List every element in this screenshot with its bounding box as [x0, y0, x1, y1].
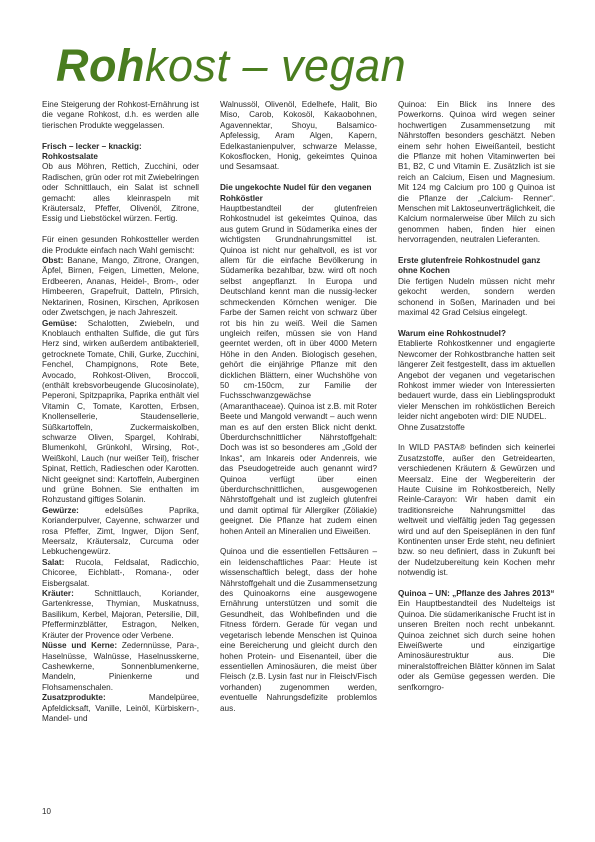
paragraph-pflanze-des-jahres: Ein Hauptbestandteil des Nudelteigs ist Quinoa. Die südamerikanische Frucht ist in unseren Breiten noch recht unbekannt. Quinoa zeichnet sich durch seine hohen Eiweißwerte und einzigartige Aminosäurestruktur aus. Die mineralstoffreichen Blätter können im Salat oder als Gemüse gegessen werden. Die senfkorngro- — [398, 599, 555, 692]
heading-ungekochte-nudel: Die ungekochte Nudel für den veganen Rohköstler — [220, 183, 372, 203]
paragraph-erste-glutenfreie: Die fertigen Nudeln müssen nicht mehr gekocht werden, sondern werden schonend in Soßen, Marinaden und bei maximal 42 Grad Celsius eingelegt. — [398, 276, 555, 318]
heading-erste-glutenfreie: Erste glutenfreie Rohkostnudel ganz ohne Kochen — [398, 256, 541, 276]
column-left — [42, 100, 199, 724]
label-zusatz: Zusatzprodukte: — [42, 693, 106, 703]
title-bold-part: Roh — [56, 40, 145, 91]
paragraph-wild-pasta: In WILD PASTA® befinden sich keinerlei Zusatzstoffe, außer den Getreidearten, verschiedenen Kräutern & Gewürzen und Meersalz. Eine der Wegbereiterin der Haute Cuisine im Rohkostbereich, Nelly Reinle-Carayon: Wir haben damit ein traditionsreiche Nahrungsmittel das weltweit und vielfältig jeden Tag gegessen wird und auf den Speiseplänen in den fünf Kontinenten unser Erde steht, neu definiert bzw. so neu definiert, dass in Zukunft bei der Nudelzubereitung kein Kochen mehr notwendig ist. — [398, 443, 555, 578]
paragraph-zusatz-continued: Walnussöl, Olivenöl, Edelhefe, Halit, Bio Miso, Carob, Kokosöl, Kakaobohnen, Agavennektar, Shoyu, Balsamico- Apfelessig, Aram Algen, Kapern, Edelkastanienpulver, schwarze Melasse, Kokosflocken, Honig, gekeimtes Quinoa und Sesamsaat. — [220, 100, 377, 172]
list-item-obst — [42, 256, 199, 318]
text-zusatz: Mandelpüree, Apfeldicksaft, Vanille, Leinöl, Kürbiskern-, Mandel- und — [42, 693, 199, 723]
text-nuesse: Zedernnüsse, Para-, Haselnüsse, Walnüsse, Haselnusskerne, Cashewkerne, Sonnenblumenkerne, Mandeln, Pinienkerne und Flohsamenschalen. — [42, 641, 199, 692]
paragraph-ungekochte-nudel: Hauptbestandteil der glutenfreien Rohkostnudel ist gekeimtes Quinoa, das aus gutem Grund in Südamerika eines der wichtigsten Grundnahrungsmittel ist. Quinoa ist nicht nur gehaltvoll, es ist vor allem für die einfache Bevölkerung in Südamerika bezahlbar, bzw. wird oft noch selbst angepflanzt. In Europa und Deutschland kennt man die nussig-lecker schmeckenden Körnchen weniger. Die Farbe der Samen reicht von schwarz über rot bis hin zu weiß. Weil die Samen ungleich reifen, müssen sie von Hand geerntet werden, oft in über 4000 Metern Höhe in den Anden. Biologisch gesehen, gehört die einjährige Pflanze mit den dicklichen Blättern, einer Wuchshöhe von 50 cm-150cm, zur Familie der Fuchsschwanzgewächse (Amaranthaceae). Quinoa ist z.B. mit Roter Beete und Mangold verwandt – auch wenn man es auf den ersten Blick nicht denkt. Überdurchschnittlicher Nährstoffgehalt: Doch was ist so besonderes am „Gold der Inkas“, am Inkareis oder Andenreis, wie das Pseudogetreide auch genannt wird? Quinoa verfügt über einen überdurchschnittlichen, ausgewogenen Nährstoffgehalt und ist zugleich glutenfrei und damit optimal für Allergiker (Zöliakie) geeignet. Die Pflanze hat zudem einen hohen Anteil an Mineralien und Eiweißen. — [220, 204, 377, 536]
label-gemuese: Gemüse: — [42, 318, 78, 328]
intro-paragraph: Eine Steigerung der Rohkost-Ernährung ist die vegane Rohkost, d.h. es werden alle tierischen Produkte weggelassen. — [42, 100, 199, 130]
paragraph-ohne-zusatzstoffe: Ohne Zusatzstoffe — [398, 422, 465, 432]
list-item-gewuerze — [42, 506, 199, 558]
column-right — [398, 100, 555, 703]
label-gewuerze: Gewürze: — [42, 505, 79, 515]
page-number: 10 — [42, 807, 51, 816]
list-item-salat — [42, 558, 199, 589]
label-obst: Obst: — [42, 256, 64, 266]
heading-pflanze-des-jahres: Quinoa – UN: „Pflanze des Jahres 2013“ — [398, 589, 555, 599]
paragraph-produkte: Für einen gesunden Rohkostteller werden die Produkte einfach nach Wahl gemischt: — [42, 235, 199, 255]
paragraph-warum-rohkostnudel: Etablierte Rohkostkenner und engagierte Newcomer der Rohkostbranche hatten seit längerer Zeit festgestellt, dass im aktuellen Angebot der veganen und vegetarischen Rohkost immer wieder von Interessierten bedauert wurde, dass ein Lieblingsprodukt vieler Menschen im rohköstlichen Bereich leider nicht angeboten wird: DIE NUDEL. — [398, 339, 555, 422]
list-item-zusatz — [42, 693, 199, 724]
list-item-kraeuter — [42, 589, 199, 641]
text-gemuese: Schalotten, Zwiebeln, und Knoblauch enthalten Sulfide, die gut fürs Herz sind, wirken außerdem antibakteriell, getrocknete Tomate, Chili, Gurke, Zucchini, Fenchel, Champignons, Rote Bete, Avocado, Rohkost-Oliven, Broccoli, (enthält krebsvorbeugende Glucosinolate), Peperoni, Spitzpaprika, Paprika enthält viel Vitamin C, Tomate, Karotten, Erbsen, Knollensellerie, Staudensellerie, Süßkartoffeln, Zuckermaiskolben, schwarze Oliven, Spargel, Kohlrabi, Blumenkohl, Grünkohl, Wirsing, Rot-, Weißkohl, Lauch (nur weißer Teil), frischer Spinat, Rettich, Radieschen oder Karotten. Nicht geeignet sind: Kartoffeln, Auberginen und grüne Bohnen. Sie enthalten im Rohzustand giftiges Solanin. — [42, 318, 199, 505]
heading-rohkostsalate: Frisch – lecker – knackig: Rohkostsalate — [42, 141, 142, 162]
title-rest-part: kost – vegan — [144, 40, 407, 91]
heading-warum-rohkostnudel: Warum eine Rohkostnudel? — [398, 328, 506, 338]
list-item-gemuese — [42, 319, 199, 506]
text-salat: Rucola, Feldsalat, Radicchio, Chicoree, Eichblatt-, Romana-, oder Eisbergsalat. — [42, 557, 199, 588]
column-middle — [220, 100, 377, 724]
label-kraeuter: Kräuter: — [42, 589, 74, 599]
page-title — [56, 40, 406, 92]
paragraph-rohkostsalate: Ob aus Möhren, Rettich, Zucchini, oder Radischen, grün oder rot mit Zwiebelringen oder Schnittlauch, ein Salat ist schnell gemacht: alles kleinraspeln mit Kräutersalz, Pfeffer, Olivenöl, Zitrone, Essig und Liebstöckel würzen. Fertig. — [42, 162, 199, 224]
text-gewuerze: edelsüßes Paprika, Korianderpulver, Cayenne, schwarzer und rosa Pfeffer, Zimt, Ingwer, Dijon Senf, Meersalz, Kräutersalz, Curcuma oder Lebkuchengewürz. — [42, 505, 199, 557]
text-obst: Banane, Mango, Zitrone, Orangen, Äpfel, Birnen, Feigen, Limetten, Melone, Erdbeeren, Ananas, Heidel-, Brom-, oder Himbeeren, Grapefruit, Datteln, Pfirsich, Nektarinen, Rosinen, Kirschen, Aprikosen oder Zwetschgen, je nach Jahreszeit. — [42, 256, 199, 318]
paragraph-powerkorn: Quinoa: Ein Blick ins Innere des Powerkorns. Quinoa wird wegen seiner hochwertigen Zusammensetzung mit Nährstoffen besonders geschätzt. Neben einem sehr hohen Eiweißanteil, besticht die Pflanze mit hohen Vitaminwerten bei B1, B2, C und Vitamin E. Zusätzlich ist sie reich an Calcium, Eisen und Magnesium. Mit 124 mg Calcium pro 100 g Quinoa ist die Pflanze der „Calcium- Renner“. Menschen mit Laktoseunverträglichkeit, die Kalcium normalerweise über Milch zu sich genommen haben, finden hier einen hervorragenden, neutralen Lieferanten. — [398, 100, 556, 245]
paragraph-fettsaeuren: Quinoa und die essentiellen Fettsäuren – ein leidenschaftliches Paar: Heute ist wissenschaftlich belegt, dass der hohe Nährstoffgehalt und die Zusammensetzung des Quinoakorns eine ausgewogene Ernährung unterstützen und somit die Gesundheit, das Wohlbefinden und die Fitness fördern. Gerade für vegan und vegetarisch lebende Menschen ist Quinoa eine Bereicherung und gleicht durch den hohen Protein- und Eisenanteil, über die essentiellen Aminosäuren, die meist über Fleisch (z.B. Lysin fast nur in Fleisch/Fisch vorhanden) zugenommen werden, eventuelle Nahrungsdefizite problemlos aus. — [220, 547, 377, 713]
label-nuesse: Nüsse und Kerne: — [42, 641, 118, 651]
text-kraeuter: Schnittlauch, Koriander, Gartenkresse, Thymian, Muskatnuss, Basilikum, Kerbel, Majoran, Petersilie, Dill, Pfefferminzblätter, Estragon, Nelken, Kräuter der Provence oder Verbene. — [42, 589, 199, 640]
list-item-nuesse — [42, 641, 199, 693]
label-salat: Salat: — [42, 557, 65, 567]
